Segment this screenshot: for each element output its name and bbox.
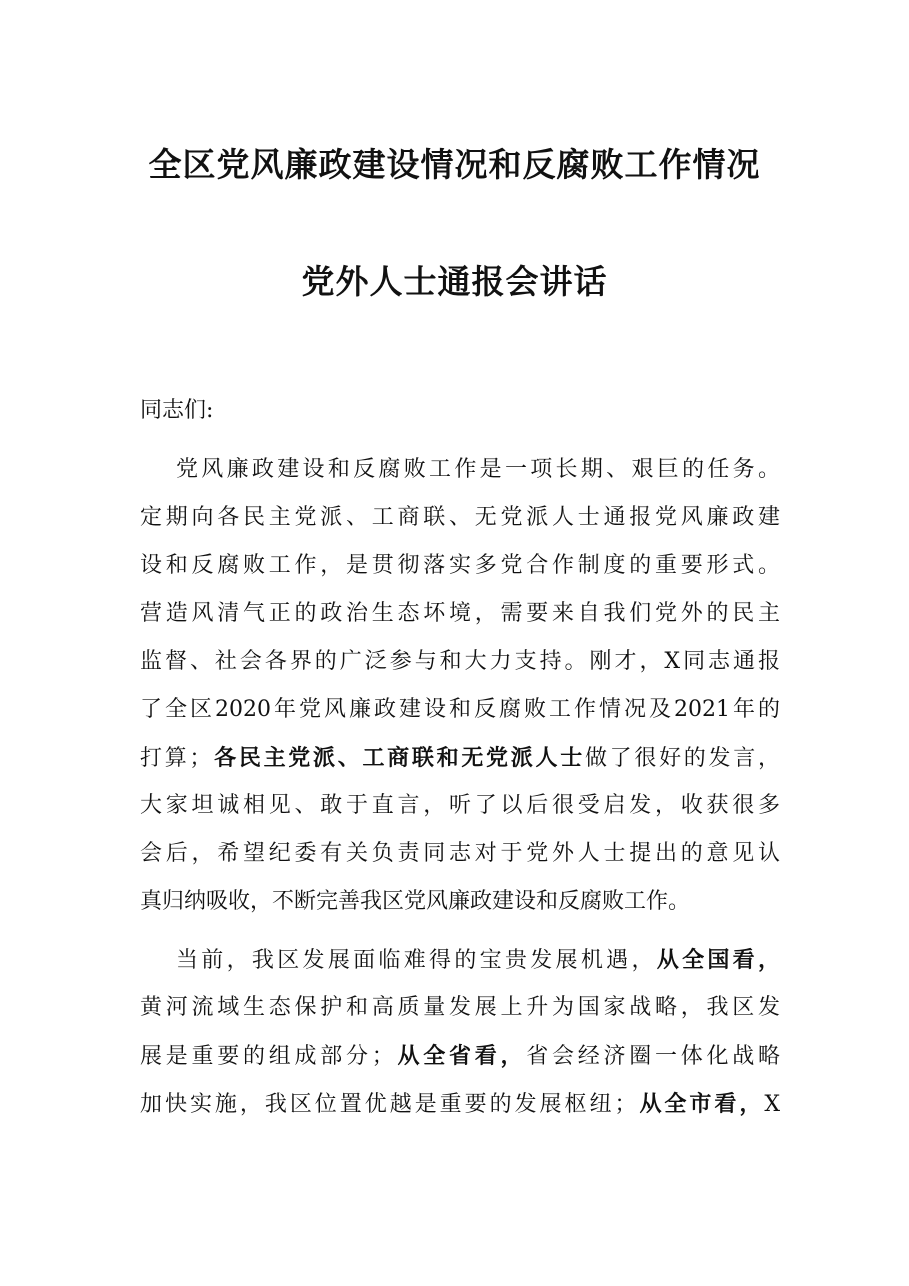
paragraph-1-line-4: 营造风清气正的政治生态坏境，需要来自我们党外的民主 [140,601,780,626]
paragraph-1-line-1: 党风廉政建设和反腐败工作是一项长期、艰巨的任务。 [176,457,780,482]
paragraph-1-line-9: 会后，希望纪委有关负责同志对于党外人士提出的意见认 [140,841,780,866]
paragraph-1-line-7-text-b: 做了很好的发言， [584,746,780,771]
paragraph-1-line-6: 了全区2020年党风廉政建设和反腐败工作情况及2021年的 [140,697,780,722]
paragraph-2-line-4-emphasis: 从全市看， [636,1091,765,1117]
paragraph-2-line-3 [140,1041,780,1072]
paragraph-2-line-3-text-b: 省会经济圈一体化战略 [526,1044,780,1069]
paragraph-1-line-3: 设和反腐败工作，是贯彻落实多党合作制度的重要形式。 [140,553,780,578]
paragraph-2-line-4-text-b: X [764,1092,780,1117]
paragraph-1-line-7-emphasis: 各民主党派、工商联和无党派人士 [211,745,585,771]
paragraph-2-line-2: 黄河流域生态保护和高质量发展上升为国家战略，我区发 [140,995,780,1020]
paragraph-1-line-8: 大家坦诚相见、敢于直言，听了以后很受启发，收获很多 [140,793,780,818]
paragraph-2-line-3-text-a: 展是重要的组成部分； [140,1044,394,1069]
paragraph-2-line-4 [140,1089,780,1120]
document-title-line-2: 党外人士通报会讲话 [301,262,608,301]
paragraph-2-line-3-emphasis: 从全省看， [393,1043,527,1069]
paragraph-2-line-1 [140,945,780,976]
paragraph-1-line-2: 定期向各民主党派、工商联、无党派人士通报党风廉政建 [140,505,780,530]
salutation: 同志们: [140,398,214,423]
paragraph-1-line-7 [140,743,780,774]
paragraph-1-line-7-text-a: 打算； [140,746,212,771]
paragraph-2-line-4-text-a: 加快实施，我区位置优越是重要的发展枢纽； [140,1092,637,1117]
paragraph-1-line-5: 监督、社会各界的广泛参与和大力支持。刚才，X同志通报 [140,649,780,674]
paragraph-1-line-10: 真归纳吸收，不断完善我区党风廉政建设和反腐败工作。 [140,889,691,914]
paragraph-2-line-1-text-a: 当前，我区发展面临难得的宝贵发展机遇， [176,948,657,973]
document-title-line-1: 全区党风廉政建设情况和反腐败工作情况 [148,145,761,184]
paragraph-2-line-1-emphasis: 从全国看， [656,947,780,973]
